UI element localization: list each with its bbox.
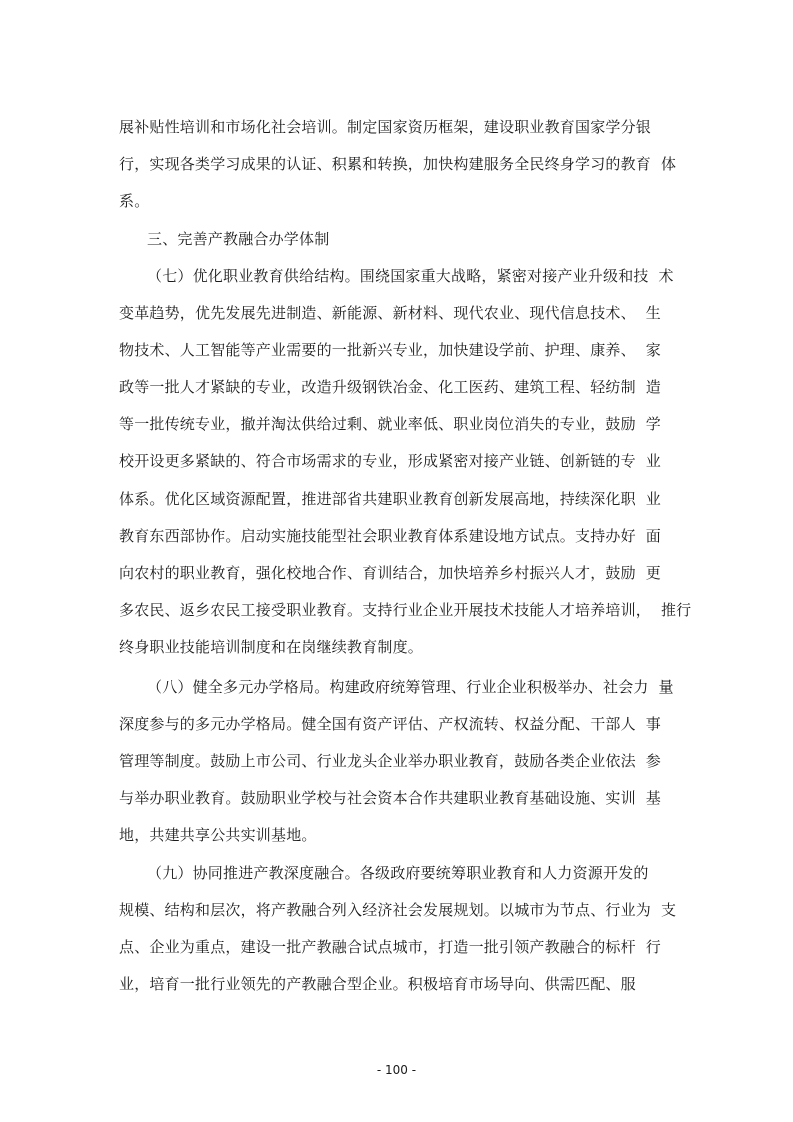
text-line: （九）协同推进产教深度融合。各级政府要统筹职业教育和人力资源开发的 (147, 864, 649, 882)
text-line: 物技术、人工智能等产业需要的一批新兴专业，加快建设学前、护理、康养、 家 (119, 341, 661, 359)
text-line: 校开设更多紧缺的、符合市场需求的专业，形成紧密对接产业链、创新链的专 业 (119, 452, 661, 470)
text-line: 教育东西部协作。启动实施技能型社会职业教育体系建设地方试点。支持办好 面 (119, 527, 661, 545)
text-line: 系。 (119, 192, 150, 210)
text-line: （八）健全多元办学格局。构建政府统筹管理、行业企业积极举办、社会力 量 (147, 678, 674, 696)
text-line: 多农民、返乡农民工接受职业教育。支持行业企业开展技术技能人才培养培训， 推行 (119, 601, 692, 619)
text-line: 变革趋势，优先发展先进制造、新能源、新材料、现代农业、现代信息技术、 生 (119, 304, 661, 322)
text-line: 与举办职业教育。鼓励职业学校与社会资本合作共建职业教育基础设施、实训 基 (119, 789, 661, 807)
text-line: 点、企业为重点，建设一批产教融合试点城市，打造一批引领产教融合的标杆 行 (119, 938, 661, 956)
text-line: （七）优化职业教育供给结构。围绕国家重大战略，紧密对接产业升级和技 术 (147, 267, 674, 285)
text-line: 向农村的职业教育，强化校地合作、育训结合，加快培养乡村振兴人才，鼓励 更 (119, 564, 661, 582)
section-heading: 三、完善产教融合办学体制 (147, 230, 330, 248)
text-line: 政等一批人才紧缺的专业，改造升级钢铁冶金、化工医药、建筑工程、轻纺制 造 (119, 378, 661, 396)
text-line: 行，实现各类学习成果的认证、积累和转换，加快构建服务全民终身学习的教育 体 (119, 155, 677, 173)
text-line: 展补贴性培训和市场化社会培训。制定国家资历框架，建设职业教育国家学分银 (119, 118, 652, 136)
text-line: 地，共建共享公共实训基地。 (119, 826, 317, 844)
text-line: 规模、结构和层次，将产教融合列入经济社会发展规划。以城市为节点、行业为 支 (119, 901, 677, 919)
text-line: 终身职业技能培训制度和在岗继续教育制度。 (119, 638, 424, 656)
text-line: 体系。优化区域资源配置，推进部省共建职业教育创新发展高地，持续深化职 业 (119, 490, 661, 508)
text-line: 管理等制度。鼓励上市公司、行业龙头企业举办职业教育，鼓励各类企业依法 参 (119, 752, 661, 770)
text-line: 等一批传统专业，撤并淘汰供给过剩、就业率低、职业岗位消失的专业，鼓励 学 (119, 415, 661, 433)
text-line: 深度参与的多元办学格局。健全国有资产评估、产权流转、权益分配、干部人 事 (119, 715, 661, 733)
page-number: - 100 - (376, 1063, 417, 1077)
text-line: 业，培育一批行业领先的产教融合型企业。积极培育市场导向、供需匹配、服 (119, 975, 636, 993)
